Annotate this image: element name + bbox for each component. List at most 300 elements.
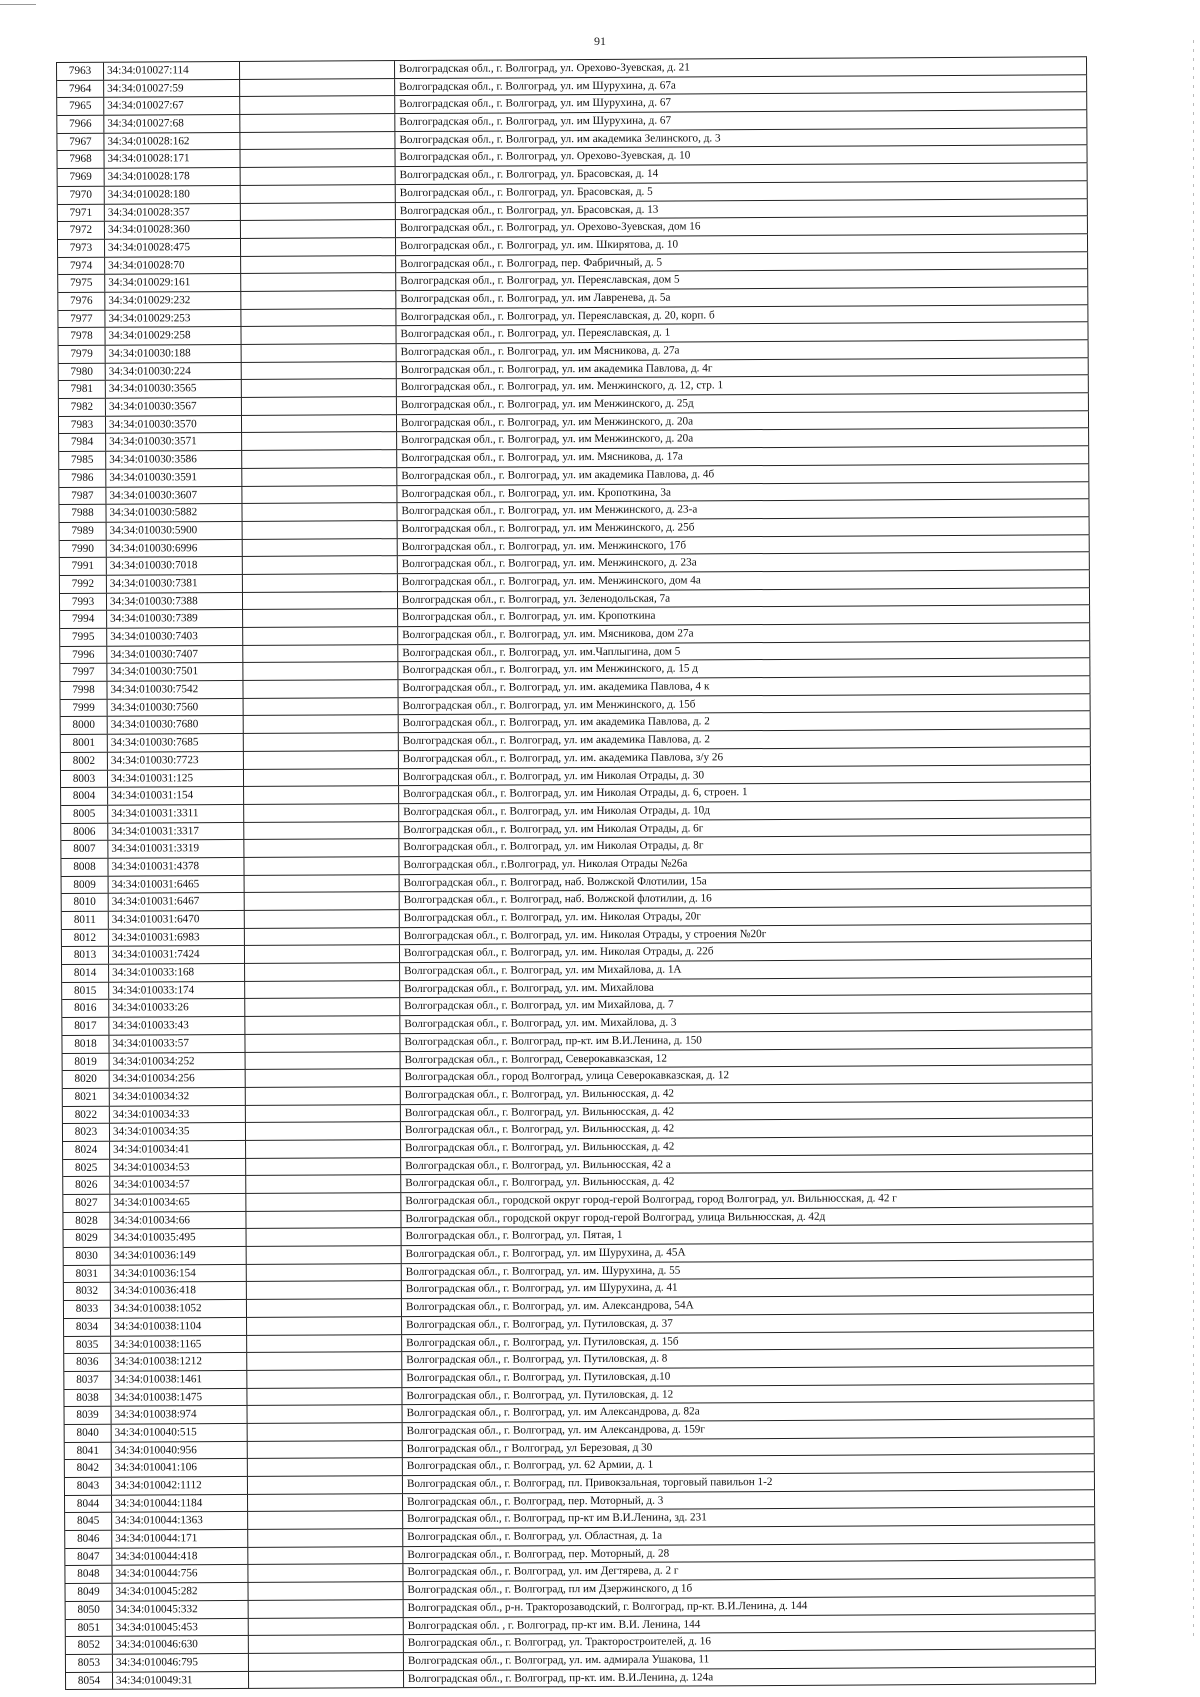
address-cell: Волгоградская обл., г.Волгоград, ул. Николая Отрады №26а xyxy=(399,853,1091,874)
row-number-cell: 7970 xyxy=(58,187,105,204)
empty-cell xyxy=(242,379,397,397)
cadastral-number-cell: 34:34:010038:1165 xyxy=(111,1335,247,1352)
row-number-cell: 8004 xyxy=(61,788,108,805)
address-cell: Волгоградская обл., г. Волгоград, наб. Волжской Флотилии, 15а xyxy=(400,871,1092,892)
empty-cell xyxy=(244,716,399,734)
row-number-cell: 8022 xyxy=(63,1106,110,1123)
cadastral-number-cell: 34:34:010031:6983 xyxy=(109,929,245,946)
cadastral-number-cell: 34:34:010030:3567 xyxy=(106,398,242,415)
row-number-cell: 8027 xyxy=(63,1195,110,1212)
cadastral-number-cell: 34:34:010045:332 xyxy=(113,1601,249,1618)
row-number-cell: 7993 xyxy=(60,593,107,610)
address-cell: Волгоградская обл., г. Волгоград, ул. им академика Зелинского, д. 3 xyxy=(395,128,1087,149)
empty-cell xyxy=(246,1158,401,1176)
address-cell: Волгоградская обл., г. Волгоград, ул. им. Николая Отрады, д. 22б xyxy=(400,942,1092,963)
row-number-cell: 8019 xyxy=(63,1053,110,1070)
row-number-cell: 8048 xyxy=(65,1566,112,1583)
empty-cell xyxy=(245,1034,400,1052)
row-number-cell: 8036 xyxy=(64,1354,111,1371)
row-number-cell: 7972 xyxy=(58,222,105,239)
row-number-cell: 7964 xyxy=(57,80,104,97)
address-cell: Волгоградская обл., г. Волгоград, пр-кт. им В.И.Ленина, д. 150 xyxy=(400,1030,1092,1051)
row-number-cell: 7996 xyxy=(60,646,107,663)
empty-cell xyxy=(245,875,400,893)
empty-cell xyxy=(243,609,398,627)
row-number-cell: 8045 xyxy=(65,1513,112,1530)
cadastral-number-cell: 34:34:010040:956 xyxy=(112,1442,248,1459)
address-cell: Волгоградская обл., г. Волгоград, наб. Волжской флотилии, д. 16 xyxy=(400,889,1092,910)
empty-cell xyxy=(248,1529,403,1547)
empty-cell xyxy=(243,539,398,557)
cadastral-number-cell: 34:34:010031:3311 xyxy=(108,805,244,822)
address-cell: Волгоградская обл., г. Волгоград, ул. им Менжинского, д. 20а xyxy=(397,429,1089,450)
address-cell: Волгоградская обл., г. Волгоград, ул. Переяславская, дом 5 xyxy=(396,269,1088,290)
row-number-cell: 8023 xyxy=(63,1124,110,1141)
cadastral-number-cell: 34:34:010027:114 xyxy=(104,62,240,79)
address-cell: Волгоградская обл., г. Волгоград, ул. им. Михайлова xyxy=(400,977,1092,998)
address-cell: Волгоградская обл., г. Волгоград, ул. Вильнюсская, 42 а xyxy=(401,1154,1093,1175)
row-number-cell: 8012 xyxy=(62,929,109,946)
address-cell: Волгоградская обл., г. Волгоград, ул. Пятая, 1 xyxy=(402,1225,1094,1246)
address-cell: Волгоградская обл., г. Волгоград, ул. Вильнюсская, д. 42 xyxy=(401,1101,1093,1122)
address-cell: Волгоградская обл., г. Волгоград, ул. Вильнюсская, д. 42 xyxy=(401,1136,1093,1157)
address-cell: Волгоградская обл., г. Волгоград, ул. им Шурухина, д. 67а xyxy=(395,75,1087,96)
cadastral-number-cell: 34:34:010029:161 xyxy=(105,274,241,291)
empty-cell xyxy=(246,1140,401,1158)
address-cell: Волгоградская обл. , г. Волгоград, пр-кт им. В.И. Ленина, 144 xyxy=(404,1614,1096,1635)
cadastral-number-cell: 34:34:010028:357 xyxy=(105,203,241,220)
cadastral-number-cell: 34:34:010028:70 xyxy=(105,257,241,274)
row-number-cell: 8038 xyxy=(64,1389,111,1406)
cadastral-number-cell: 34:34:010044:1184 xyxy=(112,1495,248,1512)
address-cell: Волгоградская обл., г. Волгоград, ул. им Михайлова, д. 7 xyxy=(400,995,1092,1016)
row-number-cell: 7981 xyxy=(59,381,106,398)
address-cell: Волгоградская обл., г. Волгоград, ул. Зеленодольская, 7а xyxy=(398,588,1090,609)
cadastral-number-cell: 34:34:010028:475 xyxy=(105,239,241,256)
row-number-cell: 7977 xyxy=(58,310,105,327)
cadastral-number-cell: 34:34:010027:59 xyxy=(104,80,240,97)
address-cell: Волгоградская обл., г. Волгоград, ул. им. Николая Отрады, 20г xyxy=(400,906,1092,927)
cadastral-number-cell: 34:34:010027:68 xyxy=(104,115,240,132)
row-number-cell: 8018 xyxy=(62,1036,109,1053)
empty-cell xyxy=(243,680,398,698)
cadastral-number-cell: 34:34:010030:7403 xyxy=(107,628,243,645)
address-cell: Волгоградская обл., г. Волгоград, ул. им. Николая Отрады, у строения №20г xyxy=(400,924,1092,945)
row-number-cell: 7966 xyxy=(57,116,104,133)
row-number-cell: 7984 xyxy=(59,434,106,451)
empty-cell xyxy=(242,433,397,451)
address-cell: Волгоградская обл., город Волгоград, улица Северокавказская, д. 12 xyxy=(401,1065,1093,1086)
address-cell: Волгоградская обл., г. Волгоград, ул. им. Менжинского, д. 12, стр. 1 xyxy=(397,376,1089,397)
row-number-cell: 7963 xyxy=(57,63,104,80)
address-cell: Волгоградская обл., г. Волгоград, ул. им Николая Отрады, д. 10д xyxy=(399,800,1091,821)
address-cell: Волгоградская обл., г. Волгоград, ул. им. Менжинского, дом 4а xyxy=(398,570,1090,591)
address-cell: Волгоградская обл., г. Волгоград, ул. Брасовская, д. 13 xyxy=(396,199,1088,220)
empty-cell xyxy=(241,309,396,327)
row-number-cell: 8041 xyxy=(65,1442,112,1459)
cadastral-number-cell: 34:34:010031:125 xyxy=(108,769,244,786)
address-cell: Волгоградская обл., г. Волгоград, ул. им Александрова, д. 82а xyxy=(403,1401,1095,1422)
empty-cell xyxy=(247,1282,402,1300)
cadastral-number-cell: 34:34:010046:795 xyxy=(113,1654,249,1671)
cadastral-number-cell: 34:34:010030:3565 xyxy=(106,380,242,397)
row-number-cell: 7994 xyxy=(60,611,107,628)
cadastral-number-cell: 34:34:010030:7680 xyxy=(108,716,244,733)
address-cell: Волгоградская обл., г. Волгоград, ул. им Менжинского, д. 15 д xyxy=(398,659,1090,680)
row-number-cell: 8035 xyxy=(64,1336,111,1353)
empty-cell xyxy=(242,415,397,433)
empty-cell xyxy=(247,1370,402,1388)
row-number-cell: 7995 xyxy=(60,629,107,646)
row-number-cell: 8014 xyxy=(62,965,109,982)
cadastral-number-cell: 34:34:010033:57 xyxy=(109,1035,245,1052)
address-cell: Волгоградская обл., г. Волгоград, ул. Брасовская, д. 14 xyxy=(396,163,1088,184)
address-cell: Волгоградская обл., г. Волгоград, ул. им Менжинского, д. 15б xyxy=(399,694,1091,715)
address-cell: Волгоградская обл., г. Волгоград, ул. им. адмирала Ушакова, 11 xyxy=(404,1649,1096,1670)
row-number-cell: 7985 xyxy=(59,452,106,469)
empty-cell xyxy=(245,999,400,1017)
empty-cell xyxy=(248,1494,403,1512)
cadastral-number-cell: 34:34:010034:32 xyxy=(110,1088,246,1105)
empty-cell xyxy=(244,822,399,840)
empty-cell xyxy=(241,203,396,221)
empty-cell xyxy=(243,592,398,610)
row-number-cell: 8002 xyxy=(61,753,108,770)
address-cell: Волгоградская обл., городской округ город-герой Волгоград, город Волгоград, ул. Вильнюсская, д. 42 г xyxy=(401,1189,1093,1210)
address-cell: Волгоградская обл., г. Волгоград, ул. им Шурухина, д. 45А xyxy=(402,1242,1094,1263)
row-number-cell: 8006 xyxy=(61,823,108,840)
row-number-cell: 8001 xyxy=(61,735,108,752)
row-number-cell: 8046 xyxy=(65,1531,112,1548)
address-cell: Волгоградская обл., г. Волгоград, ул. им Николая Отрады, д. 6г xyxy=(399,818,1091,839)
empty-cell xyxy=(246,1175,401,1193)
cadastral-number-cell: 34:34:010030:3607 xyxy=(106,486,242,503)
row-number-cell: 8020 xyxy=(63,1071,110,1088)
row-number-cell: 8034 xyxy=(64,1319,111,1336)
cadastral-number-cell: 34:34:010034:252 xyxy=(110,1052,246,1069)
empty-cell xyxy=(244,839,399,857)
empty-cell xyxy=(247,1299,402,1317)
row-number-cell: 8003 xyxy=(61,770,108,787)
cadastral-number-cell: 34:34:010031:6465 xyxy=(109,876,245,893)
address-cell: Волгоградская обл., г. Волгоград, ул. им Александрова, д. 159г xyxy=(403,1419,1095,1440)
empty-cell xyxy=(242,397,397,415)
empty-cell xyxy=(241,291,396,309)
cadastral-number-cell: 34:34:010027:67 xyxy=(104,97,240,114)
address-cell: Волгоградская обл., г. Волгоград, ул. им академика Павлова, д. 2 xyxy=(399,712,1091,733)
empty-cell xyxy=(248,1476,403,1494)
row-number-cell: 7979 xyxy=(59,346,106,363)
empty-cell xyxy=(245,910,400,928)
address-cell: Волгоградская обл., г. Волгоград, ул. им. Мясникова, д. 17а xyxy=(397,446,1089,467)
cadastral-number-cell: 34:34:010030:7389 xyxy=(107,610,243,627)
empty-cell xyxy=(249,1671,404,1689)
empty-cell xyxy=(244,733,399,751)
empty-cell xyxy=(248,1547,403,1565)
empty-cell xyxy=(249,1600,404,1618)
row-number-cell: 8013 xyxy=(62,947,109,964)
empty-cell xyxy=(240,132,395,150)
cadastral-number-cell: 34:34:010030:6996 xyxy=(107,540,243,557)
address-cell: Волгоградская обл., г. Волгоград, ул. им. Мясникова, дом 27а xyxy=(398,623,1090,644)
cadastral-number-cell: 34:34:010030:7685 xyxy=(108,734,244,751)
empty-cell xyxy=(244,857,399,875)
row-number-cell: 8009 xyxy=(62,876,109,893)
cadastral-number-cell: 34:34:010034:35 xyxy=(110,1123,246,1140)
empty-cell xyxy=(249,1618,404,1636)
row-number-cell: 7982 xyxy=(59,399,106,416)
page-number: 91 xyxy=(594,34,606,48)
cadastral-number-cell: 34:34:010030:5900 xyxy=(107,522,243,539)
cadastral-number-cell: 34:34:010030:7381 xyxy=(107,575,243,592)
row-number-cell: 8032 xyxy=(64,1283,111,1300)
cadastral-number-cell: 34:34:010031:7424 xyxy=(109,946,245,963)
cadastral-number-cell: 34:34:010028:162 xyxy=(104,133,240,150)
empty-cell xyxy=(245,1016,400,1034)
empty-cell xyxy=(244,804,399,822)
row-number-cell: 7965 xyxy=(57,98,104,115)
cadastral-number-cell: 34:34:010030:7560 xyxy=(108,699,244,716)
cadastral-number-cell: 34:34:010031:6470 xyxy=(109,911,245,928)
cadastral-number-cell: 34:34:010040:515 xyxy=(112,1424,248,1441)
cadastral-number-cell: 34:34:010031:3317 xyxy=(108,823,244,840)
cadastral-number-cell: 34:34:010033:168 xyxy=(109,964,245,981)
empty-cell xyxy=(248,1565,403,1583)
cadastral-number-cell: 34:34:010028:178 xyxy=(105,168,241,185)
address-cell: Волгоградская обл., г. Волгоград, пер. Фабричный, д. 5 xyxy=(396,252,1088,273)
row-number-cell: 8031 xyxy=(64,1265,111,1282)
cadastral-number-cell: 34:34:010034:53 xyxy=(110,1159,246,1176)
empty-cell xyxy=(247,1246,402,1264)
row-number-cell: 7968 xyxy=(57,151,104,168)
address-cell: Волгоградская обл., г. Волгоград, ул. им Менжинского, д. 25б xyxy=(398,517,1090,538)
empty-cell xyxy=(247,1317,402,1335)
cadastral-number-cell: 34:34:010038:1052 xyxy=(111,1300,247,1317)
address-cell: Волгоградская обл., г. Волгоград, ул. Брасовская, д. 5 xyxy=(396,181,1088,202)
row-number-cell: 8008 xyxy=(61,859,108,876)
empty-cell xyxy=(243,627,398,645)
row-number-cell: 8050 xyxy=(66,1602,113,1619)
cadastral-number-cell: 34:34:010030:7723 xyxy=(108,752,244,769)
address-cell: Волгоградская обл., г. Волгоград, ул. им Менжинского, д. 23-а xyxy=(397,499,1089,520)
cadastral-number-cell: 34:34:010031:4378 xyxy=(108,858,244,875)
address-cell: Волгоградская обл., р-н. Тракторозаводский, г. Волгоград, пр-кт. В.И.Ленина, д. 144 xyxy=(404,1596,1096,1617)
address-cell: Волгоградская обл., г. Волгоград, ул. Вильнюсская, д. 42 xyxy=(401,1083,1093,1104)
empty-cell xyxy=(249,1653,404,1671)
row-number-cell: 7983 xyxy=(59,416,106,433)
empty-cell xyxy=(243,521,398,539)
cadastral-number-cell: 34:34:010030:3570 xyxy=(106,416,242,433)
address-cell: Волгоградская обл., г. Волгоград, пл. Привокзальная, торговый павильон 1-2 xyxy=(403,1472,1095,1493)
cadastral-number-cell: 34:34:010038:1212 xyxy=(111,1353,247,1370)
address-cell: Волгоградская обл., г. Волгоград, ул. Вильнюсская, д. 42 xyxy=(401,1118,1093,1139)
empty-cell xyxy=(246,1193,401,1211)
address-cell: Волгоградская обл., г. Волгоград, ул. Орехово-Зуевская, дом 16 xyxy=(396,216,1088,237)
empty-cell xyxy=(243,574,398,592)
cadastral-number-cell: 34:34:010030:7542 xyxy=(107,681,243,698)
row-number-cell: 8021 xyxy=(63,1089,110,1106)
row-number-cell: 7978 xyxy=(58,328,105,345)
address-cell: Волгоградская обл., г. Волгоград, ул. им Лавренева, д. 5а xyxy=(396,287,1088,308)
row-number-cell: 8017 xyxy=(62,1018,109,1035)
cadastral-number-cell: 34:34:010044:756 xyxy=(112,1565,248,1582)
empty-cell xyxy=(241,185,396,203)
address-cell: Волгоградская обл., г. Волгоград, ул. им Дегтярева, д. 2 г xyxy=(403,1561,1095,1582)
row-number-cell: 8042 xyxy=(65,1460,112,1477)
row-number-cell: 7974 xyxy=(58,257,105,274)
address-cell: Волгоградская обл., г. Волгоград, пер. Моторный, д. 28 xyxy=(403,1543,1095,1564)
row-number-cell: 7998 xyxy=(60,682,107,699)
empty-cell xyxy=(248,1441,403,1459)
address-cell: Волгоградская обл., г. Волгоград, ул. Переяславская, д. 1 xyxy=(396,323,1088,344)
row-number-cell: 7976 xyxy=(58,293,105,310)
empty-cell xyxy=(242,362,397,380)
address-cell: Волгоградская обл., г. Волгоград, ул. им. Шкирятова, д. 10 xyxy=(396,234,1088,255)
cadastral-number-cell: 34:34:010030:7407 xyxy=(107,646,243,663)
empty-cell xyxy=(243,556,398,574)
cadastral-number-cell: 34:34:010030:7018 xyxy=(107,557,243,574)
cadastral-number-cell: 34:34:010038:1475 xyxy=(111,1389,247,1406)
address-cell: Волгоградская обл., городской округ город-герой Волгоград, улица Вильнюсская, д. 42д xyxy=(401,1207,1093,1228)
cadastral-number-cell: 34:34:010028:180 xyxy=(105,186,241,203)
address-cell: Волгоградская обл., г. Волгоград, ул. Вильнюсская, д. 42 xyxy=(401,1172,1093,1193)
address-cell: Волгоградская обл., г. Волгоград, ул. Путиловская, д. 12 xyxy=(402,1384,1094,1405)
empty-cell xyxy=(242,450,397,468)
cadastral-number-cell: 34:34:010046:630 xyxy=(113,1636,249,1653)
cadastral-number-cell: 34:34:010030:3571 xyxy=(106,433,242,450)
row-number-cell: 7999 xyxy=(61,699,108,716)
address-cell: Волгоградская обл., г. Волгоград, ул. Путиловская, д. 8 xyxy=(402,1348,1094,1369)
row-number-cell: 8015 xyxy=(62,982,109,999)
address-cell: Волгоградская обл., г. Волгоград, ул. Орехово-Зуевская, д. 10 xyxy=(395,146,1087,167)
cadastral-number-cell: 34:34:010029:258 xyxy=(105,327,241,344)
row-number-cell: 8049 xyxy=(66,1584,113,1601)
cadastral-number-cell: 34:34:010034:66 xyxy=(110,1212,246,1229)
address-cell: Волгоградская обл., г. Волгоград, ул. им Шурухина, д. 41 xyxy=(402,1278,1094,1299)
cadastral-number-cell: 34:34:010034:57 xyxy=(110,1176,246,1193)
address-cell: Волгоградская обл., г. Волгоград, ул. им Мясникова, д. 27а xyxy=(397,340,1089,361)
address-cell: Волгоградская обл., г. Волгоград, ул. им. академика Павлова, 4 к xyxy=(398,676,1090,697)
row-number-cell: 7987 xyxy=(59,487,106,504)
address-cell: Волгоградская обл., г. Волгоград, ул. им. Менжинского, 17б xyxy=(398,535,1090,556)
empty-cell xyxy=(242,503,397,521)
cadastral-number-cell: 34:34:010030:224 xyxy=(106,363,242,380)
row-number-cell: 8028 xyxy=(63,1212,110,1229)
empty-cell xyxy=(247,1388,402,1406)
register-table xyxy=(56,56,1096,1690)
cadastral-number-cell: 34:34:010041:106 xyxy=(112,1459,248,1476)
row-number-cell: 8051 xyxy=(66,1619,113,1636)
row-number-cell: 8016 xyxy=(62,1000,109,1017)
cadastral-number-cell: 34:34:010030:7501 xyxy=(107,663,243,680)
empty-cell xyxy=(241,220,396,238)
empty-cell xyxy=(248,1423,403,1441)
row-number-cell: 7997 xyxy=(60,664,107,681)
cadastral-number-cell: 34:34:010033:174 xyxy=(109,982,245,999)
address-cell: Волгоградская обл., г. Волгоград, ул. им Николая Отрады, д. 8г xyxy=(399,835,1091,856)
cadastral-number-cell: 34:34:010049:31 xyxy=(113,1672,249,1689)
empty-cell xyxy=(246,1211,401,1229)
address-cell: Волгоградская обл., г. Волгоград, ул. Орехово-Зуевская, д. 21 xyxy=(395,57,1087,78)
row-number-cell: 8043 xyxy=(65,1478,112,1495)
cadastral-number-cell: 34:34:010029:232 xyxy=(105,292,241,309)
row-number-cell: 7980 xyxy=(59,363,106,380)
address-cell: Волгоградская обл., г. Волгоград, ул. им. Менжинского, д. 23а xyxy=(398,552,1090,573)
address-cell: Волгоградская обл., г. Волгоград, ул. им. Кропоткина, 3а xyxy=(397,482,1089,503)
address-cell: Волгоградская обл., г. Волгоград, ул. Переяславская, д. 20, корп. б xyxy=(396,305,1088,326)
address-cell: Волгоградская обл., г. Волгоград, пл им Дзержинского, д 1б xyxy=(403,1578,1095,1599)
cadastral-number-cell: 34:34:010029:253 xyxy=(105,310,241,327)
address-cell: Волгоградская обл., г. Волгоград, пер. Моторный, д. 3 xyxy=(403,1490,1095,1511)
address-cell: Волгоградская обл., г Волгоград, ул Березовая, д 30 xyxy=(403,1437,1095,1458)
row-number-cell: 8024 xyxy=(63,1142,110,1159)
row-number-cell: 8029 xyxy=(64,1230,111,1247)
address-cell: Волгоградская обл., г. Волгоград, ул. им Николая Отрады, д. 6, строен. 1 xyxy=(399,782,1091,803)
address-cell: Волгоградская обл., г. Волгоград, ул. им академика Павлова, д. 4б xyxy=(397,464,1089,485)
row-number-cell: 8000 xyxy=(61,717,108,734)
row-number-cell: 7971 xyxy=(58,204,105,221)
empty-cell xyxy=(247,1264,402,1282)
address-cell: Волгоградская обл., г. Волгоград, ул. им.Чаплыгина, дом 5 xyxy=(398,641,1090,662)
cadastral-number-cell: 34:34:010038:1104 xyxy=(111,1318,247,1335)
address-cell: Волгоградская обл., г. Волгоград, ул. им Николая Отрады, д. 30 xyxy=(399,765,1091,786)
cadastral-number-cell: 34:34:010045:453 xyxy=(113,1618,249,1635)
row-number-cell: 8040 xyxy=(65,1425,112,1442)
row-number-cell: 7990 xyxy=(60,540,107,557)
cadastral-number-cell: 34:34:010035:495 xyxy=(111,1229,247,1246)
cadastral-number-cell: 34:34:010044:1363 xyxy=(112,1512,248,1529)
row-number-cell: 7992 xyxy=(60,576,107,593)
empty-cell xyxy=(249,1635,404,1653)
cadastral-number-cell: 34:34:010034:41 xyxy=(110,1141,246,1158)
cadastral-number-cell: 34:34:010031:3319 xyxy=(108,840,244,857)
address-cell: Волгоградская обл., г. Волгоград, ул. Путиловская, д. 15б xyxy=(402,1331,1094,1352)
row-number-cell: 8010 xyxy=(62,894,109,911)
empty-cell xyxy=(248,1458,403,1476)
empty-cell xyxy=(244,698,399,716)
row-number-cell: 8011 xyxy=(62,912,109,929)
address-cell: Волгоградская обл., г. Волгоград, ул. им. Шурухина, д. 55 xyxy=(402,1260,1094,1281)
address-cell: Волгоградская обл., г. Волгоград, ул. им. академика Павлова, з/у 26 xyxy=(399,747,1091,768)
row-number-cell: 7975 xyxy=(58,275,105,292)
cadastral-number-cell: 34:34:010030:5882 xyxy=(106,504,242,521)
empty-cell xyxy=(245,963,400,981)
cadastral-number-cell: 34:34:010034:256 xyxy=(110,1070,246,1087)
empty-cell xyxy=(243,662,398,680)
cadastral-number-cell: 34:34:010031:6467 xyxy=(109,893,245,910)
cadastral-number-cell: 34:34:010028:171 xyxy=(104,150,240,167)
empty-cell xyxy=(242,344,397,362)
row-number-cell: 8047 xyxy=(65,1548,112,1565)
cadastral-number-cell: 34:34:010033:26 xyxy=(109,999,245,1016)
empty-cell xyxy=(240,79,395,97)
row-number-cell: 7991 xyxy=(60,558,107,575)
empty-cell xyxy=(247,1352,402,1370)
row-number-cell: 7967 xyxy=(57,133,104,150)
empty-cell xyxy=(245,892,400,910)
empty-cell xyxy=(247,1335,402,1353)
row-number-cell: 8007 xyxy=(61,841,108,858)
address-cell: Волгоградская обл., г. Волгоград, пр-кт. им. В.И.Ленина, д. 124а xyxy=(404,1667,1096,1688)
cadastral-number-cell: 34:34:010030:7388 xyxy=(107,593,243,610)
row-number-cell: 8025 xyxy=(63,1159,110,1176)
address-cell: Волгоградская обл., г. Волгоград, ул. Тракторостроителей, д. 16 xyxy=(404,1631,1096,1652)
cadastral-number-cell: 34:34:010045:282 xyxy=(113,1583,249,1600)
address-cell: Волгоградская обл., г. Волгоград, ул. им. Михайлова, д. 3 xyxy=(400,1012,1092,1033)
empty-cell xyxy=(241,256,396,274)
address-cell: Волгоградская обл., г. Волгоград, ул. Областная, д. 1а xyxy=(403,1525,1095,1546)
empty-cell xyxy=(246,1052,401,1070)
